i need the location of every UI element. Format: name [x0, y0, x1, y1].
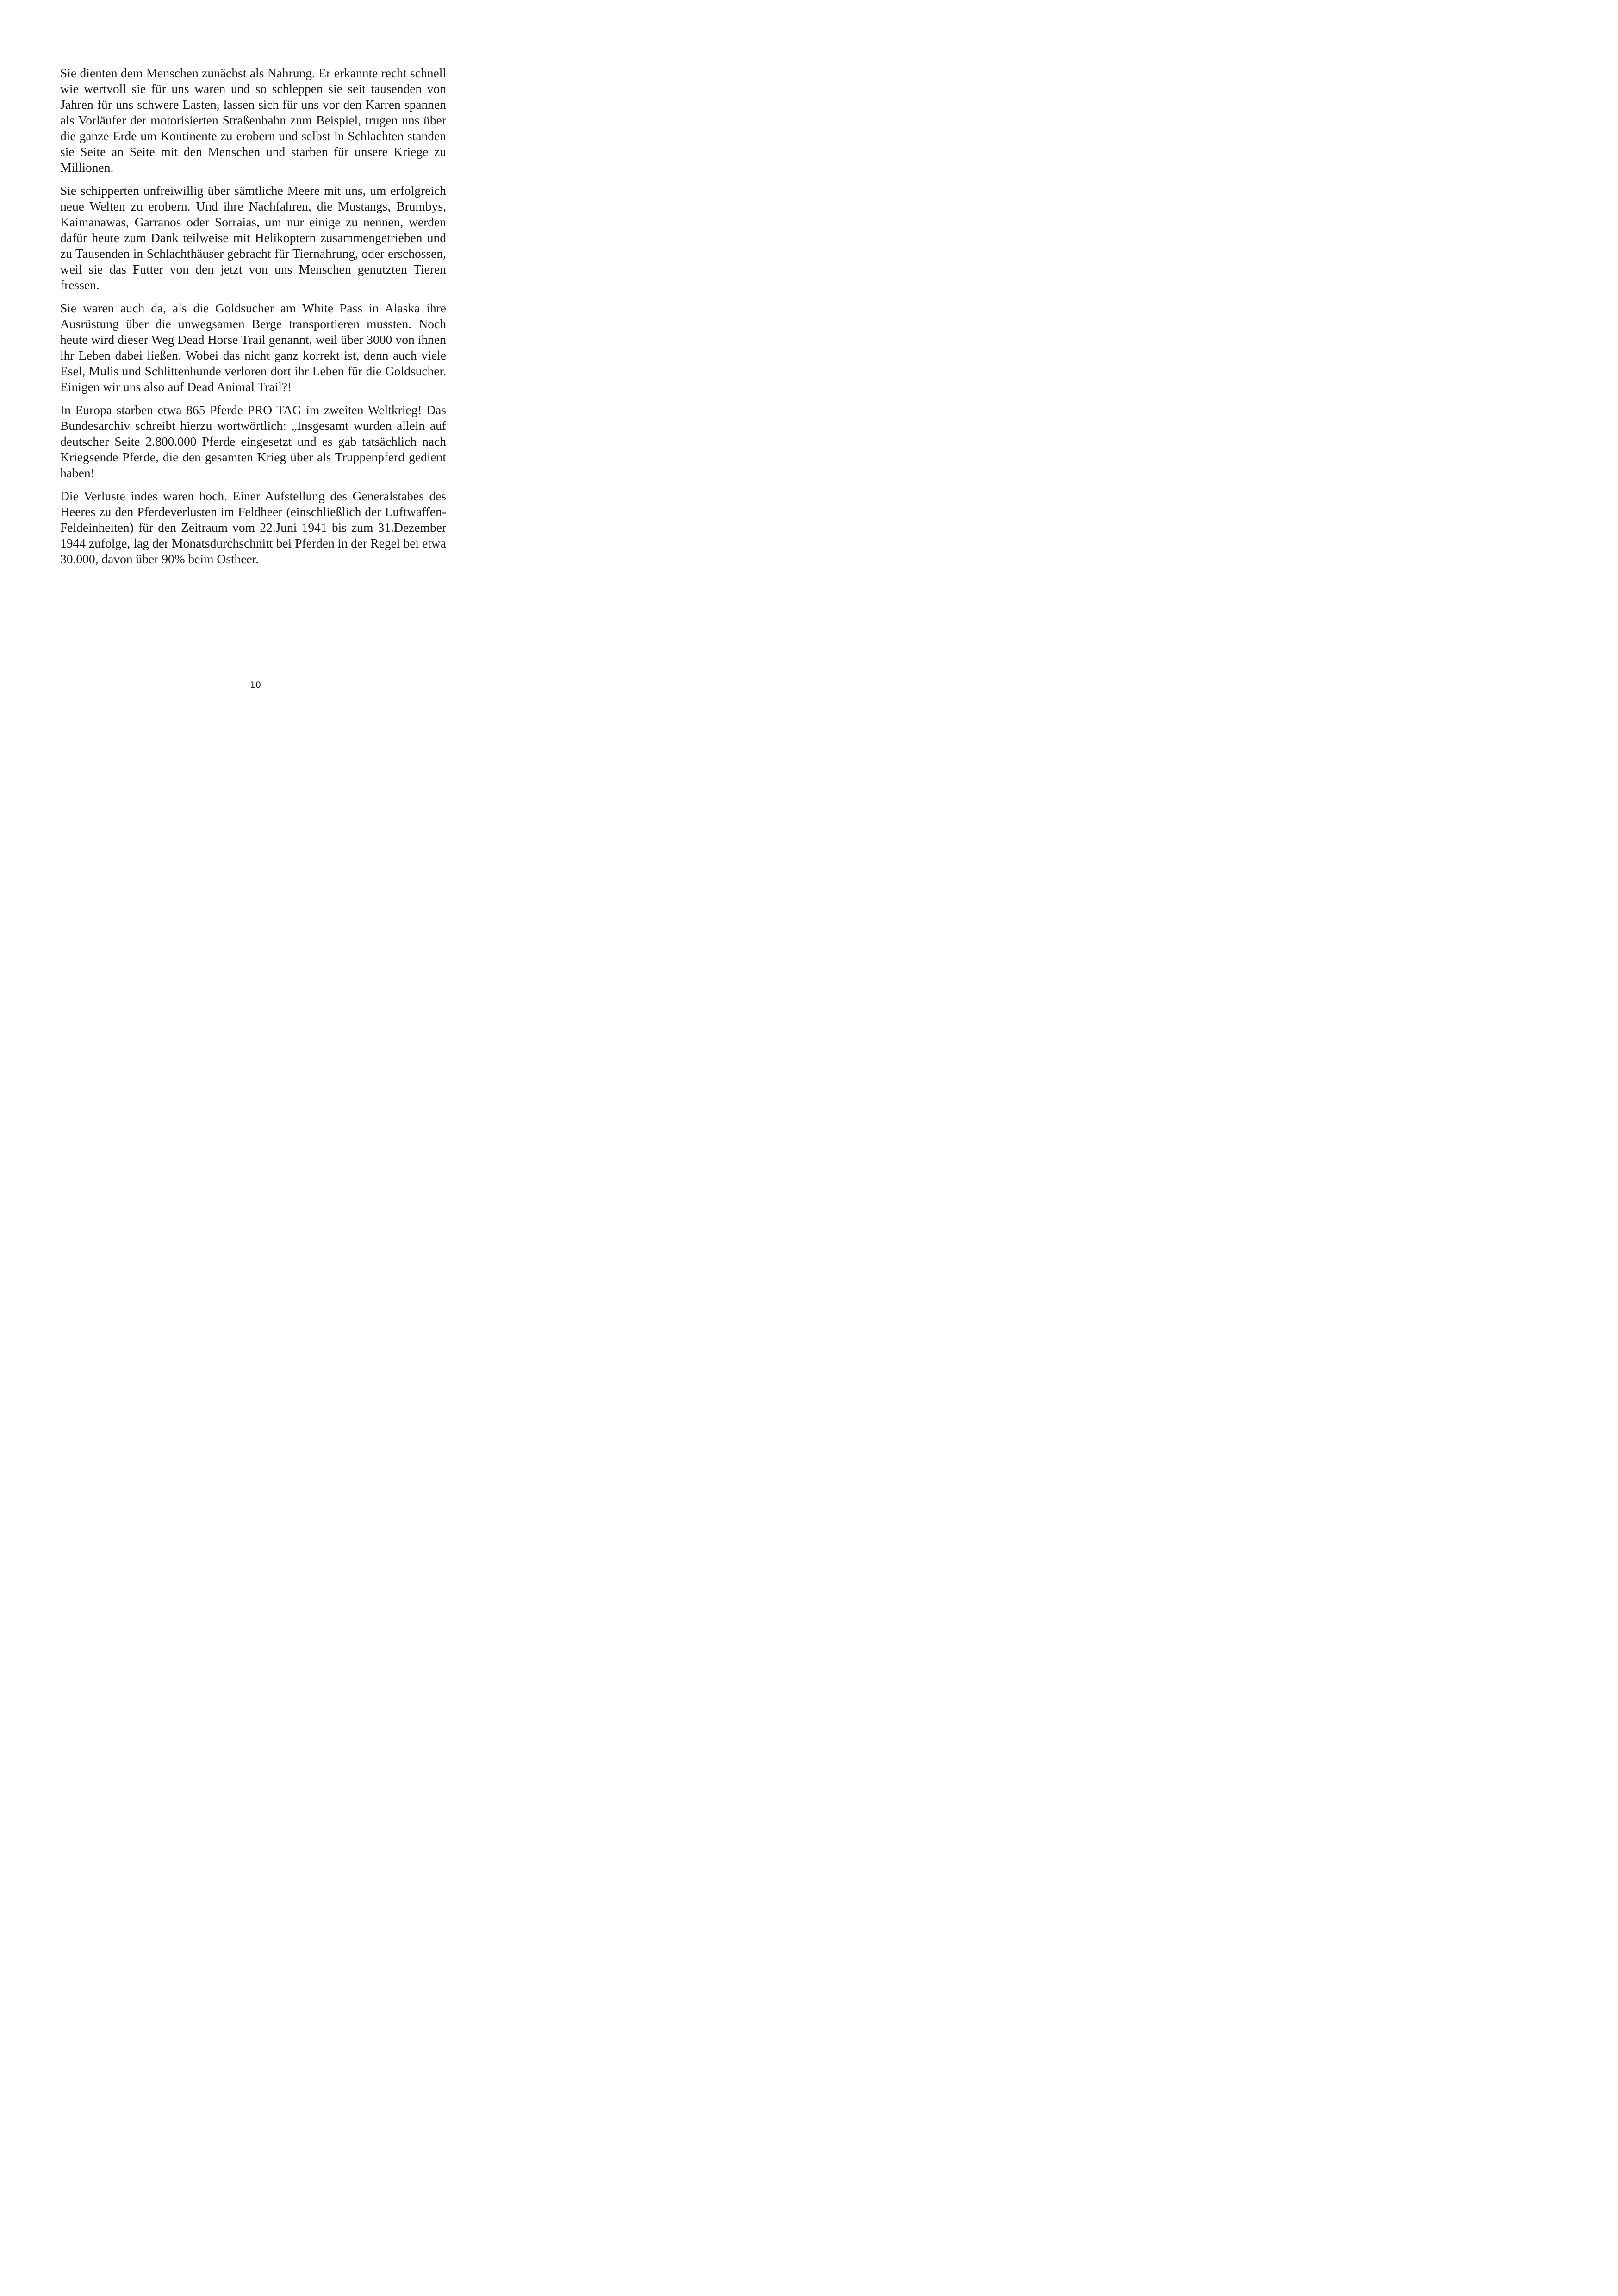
- paragraph: Die Verluste indes waren hoch. Einer Aufstellung des Generalstabes des Heeres zu den Pferdeverlusten im Feldheer (einschließlich der Luftwaffen-Feldeinheiten) für den Zeitraum vom 22.Juni 1941 bis zum 31.Dezember 1944 zufolge, lag der Monatsdurchschnitt bei Pferden in der Regel bei etwa 30.000, davon über 90% beim Ostheer.: [60, 489, 446, 566]
- paragraph: Sie dienten dem Menschen zunächst als Nahrung. Er erkannte recht schnell wie wertvoll sie für uns waren und so schleppen sie seit tausenden von Jahren für uns schwere Lasten, lassen sich für uns vor den Karren spannen als Vorläufer der motorisierten Straßenbahn zum Beispiel, trugen uns über die ganze Erde um Kontinente zu erobern und selbst in Schlachten standen sie Seite an Seite mit den Menschen und starben für unsere Kriege zu Millionen.: [60, 66, 446, 174]
- paragraph: In Europa starben etwa 865 Pferde PRO TAG im zweiten Weltkrieg! Das Bundesarchiv schreibt hierzu wortwörtlich: „Insgesamt wurden allein auf deutscher Seite 2.800.000 Pferde eingesetzt und es gab tatsächlich nach Kriegsende Pferde, die den gesamten Krieg über als Truppenpferd gedient haben!: [60, 403, 446, 480]
- document-page: [0, 0, 511, 725]
- paragraph: Sie schipperten unfreiwillig über sämtliche Meere mit uns, um erfolgreich neue Welten zu erobern. Und ihre Nachfahren, die Mustangs, Brumbys, Kaimanawas, Garranos oder Sorraias, um nur einige zu nennen, werden dafür heute zum Dank teilweise mit Helikoptern zusammengetrieben und zu Tausenden in Schlachthäuser gebracht für Tiernahrung, oder erschossen, weil sie das Futter von den jetzt von uns Menschen genutzten Tieren fressen.: [60, 183, 446, 292]
- body-text: [60, 65, 446, 574]
- paragraph: Sie waren auch da, als die Goldsucher am White Pass in Alaska ihre Ausrüstung über die unwegsamen Berge transportieren mussten. Noch heute wird dieser Weg Dead Horse Trail genannt, weil über 3000 von ihnen ihr Leben dabei ließen. Wobei das nicht ganz korrekt ist, denn auch viele Esel, Mulis und Schlittenhunde verloren dort ihr Leben für die Goldsucher. Einigen wir uns also auf Dead Animal Trail?!: [60, 301, 446, 394]
- page-number: 10: [249, 680, 261, 690]
